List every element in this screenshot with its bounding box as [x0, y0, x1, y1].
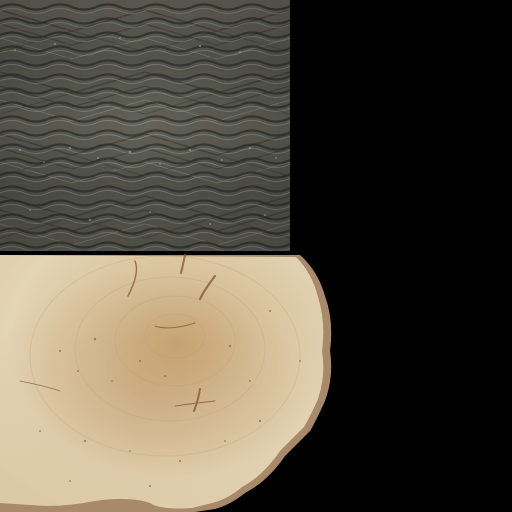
tree-bark-texture — [0, 0, 290, 251]
log-end-grain-texture — [0, 251, 340, 512]
wood-cross-section-graphic — [0, 251, 340, 512]
empty-atlas-region — [290, 0, 512, 251]
bark-texture-graphic — [0, 0, 290, 251]
